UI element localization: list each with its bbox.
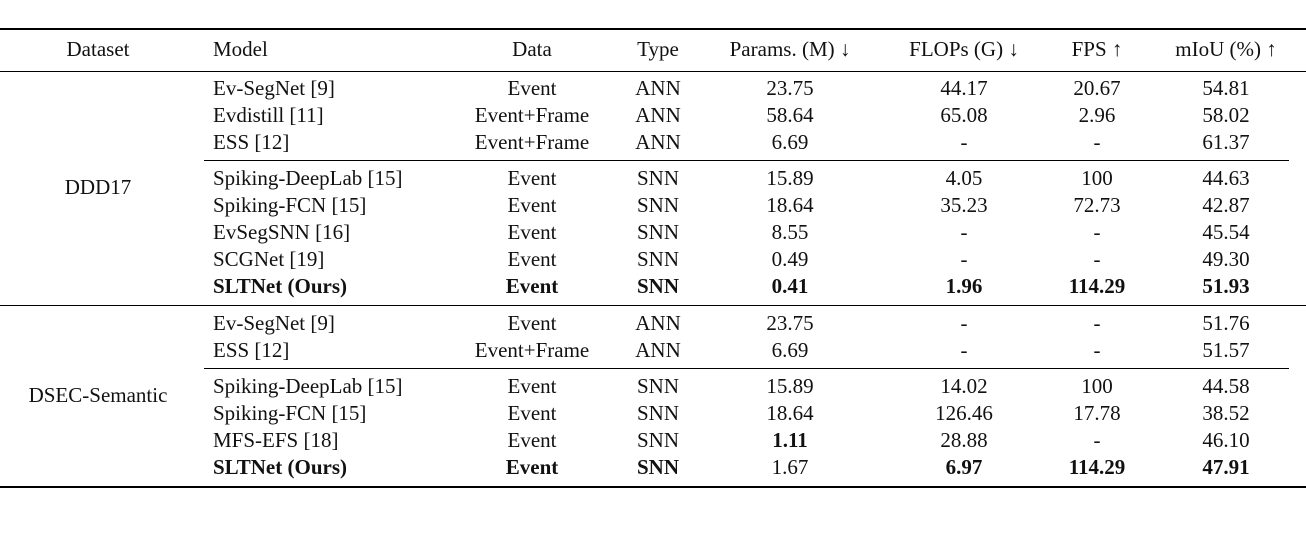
cell-model: EvSegSNN [16] [213,220,351,244]
cell-type: SNN [636,247,680,271]
cell-fps: 2.96 [1078,103,1116,127]
cell-model: Spiking-FCN [15] [213,401,367,425]
table-row [0,192,1306,219]
cell-model: Ev-SegNet [9] [213,76,335,100]
cell-params: 6.69 [771,338,809,362]
cell-data: Event [505,274,559,298]
cell-flops: - [960,130,968,154]
cell-fps: - [1093,247,1101,271]
cell-data: Event [507,166,557,190]
cell-data: Event [507,193,557,217]
cell-data: Event [507,311,557,335]
cell-params: 23.75 [766,311,814,335]
cell-miou: 51.93 [1202,274,1250,298]
cell-miou: 47.91 [1202,455,1250,479]
cell-fps: 114.29 [1068,455,1126,479]
cell-flops: 4.05 [945,166,983,190]
cell-flops: 28.88 [940,428,988,452]
table-row [0,75,1306,102]
cell-type: ANN [635,130,681,154]
table-row [0,454,1306,481]
cell-params: 0.49 [771,247,809,271]
cell-fps: - [1093,220,1101,244]
cell-flops: 6.97 [945,455,983,479]
cell-fps: 20.67 [1073,76,1121,100]
cell-fps: - [1093,311,1101,335]
table-row [0,219,1306,246]
cell-miou: 44.58 [1202,374,1250,398]
table-row [0,373,1306,400]
cell-params: 6.69 [771,130,809,154]
cell-model: ESS [12] [213,130,290,154]
cell-params: 58.64 [766,103,814,127]
cell-fps: - [1093,428,1101,452]
cell-miou: 49.30 [1202,247,1250,271]
header-rule [0,71,1306,72]
cell-fps: 17.78 [1073,401,1121,425]
cell-miou: 58.02 [1202,103,1250,127]
cell-type: SNN [636,220,680,244]
cell-flops: - [960,220,968,244]
cell-params: 15.89 [766,374,814,398]
column-header: Data [512,37,552,61]
dataset-label: DSEC-Semantic [28,383,168,407]
cell-fps: 72.73 [1073,193,1121,217]
column-header: Dataset [66,37,130,61]
block-divider [204,160,1289,161]
cell-flops: 65.08 [940,103,988,127]
cell-miou: 44.63 [1202,166,1250,190]
cell-model: Spiking-DeepLab [15] [213,374,403,398]
column-header: Model [213,37,268,61]
cell-params: 8.55 [771,220,809,244]
cell-model: SCGNet [19] [213,247,325,271]
block-divider [204,368,1289,369]
column-header: Type [637,37,679,61]
cell-model: MFS-EFS [18] [213,428,339,452]
dataset-label: DDD17 [64,175,132,199]
cell-flops: 1.96 [945,274,983,298]
cell-model: Spiking-FCN [15] [213,193,367,217]
table-row [0,246,1306,273]
column-header: Params. (M) ↓ [729,37,851,61]
table-row [0,337,1306,364]
column-header: FPS ↑ [1071,37,1123,61]
cell-type: SNN [636,193,680,217]
cell-flops: 44.17 [940,76,988,100]
header-row [0,36,1306,63]
cell-type: ANN [635,338,681,362]
column-header: mIoU (%) ↑ [1175,37,1277,61]
cell-params: 0.41 [771,274,809,298]
cell-model: SLTNet (Ours) [213,455,347,479]
cell-params: 1.11 [772,428,808,452]
cell-fps: 100 [1081,166,1113,190]
cell-params: 18.64 [766,193,814,217]
cell-flops: - [960,338,968,362]
cell-miou: 46.10 [1202,428,1250,452]
cell-fps: - [1093,338,1101,362]
cell-fps: 114.29 [1068,274,1126,298]
table-row [0,102,1306,129]
top-rule [0,28,1306,30]
cell-params: 18.64 [766,401,814,425]
table-row [0,165,1306,192]
cell-flops: - [960,311,968,335]
cell-type: SNN [636,274,680,298]
cell-model: ESS [12] [213,338,290,362]
cell-data: Event+Frame [474,103,590,127]
cell-type: SNN [636,401,680,425]
cell-miou: 61.37 [1202,130,1250,154]
cell-type: ANN [635,103,681,127]
table-row [0,310,1306,337]
cell-type: SNN [636,428,680,452]
table-row [0,273,1306,300]
cell-data: Event [507,76,557,100]
cell-model: Spiking-DeepLab [15] [213,166,403,190]
cell-type: ANN [635,76,681,100]
cell-params: 15.89 [766,166,814,190]
cell-data: Event [507,247,557,271]
cell-miou: 54.81 [1202,76,1250,100]
cell-data: Event+Frame [474,130,590,154]
cell-miou: 38.52 [1202,401,1250,425]
column-header: FLOPs (G) ↓ [909,37,1019,61]
cell-fps: 100 [1081,374,1113,398]
cell-type: SNN [636,166,680,190]
cell-data: Event [507,374,557,398]
cell-miou: 42.87 [1202,193,1250,217]
table-row [0,129,1306,156]
cell-fps: - [1093,130,1101,154]
table-row [0,400,1306,427]
table-row [0,427,1306,454]
cell-data: Event [507,428,557,452]
cell-params: 23.75 [766,76,814,100]
cell-miou: 45.54 [1202,220,1250,244]
bottom-rule [0,486,1306,488]
cell-data: Event [505,455,559,479]
cell-miou: 51.76 [1202,311,1250,335]
cell-type: SNN [636,455,680,479]
cell-model: Ev-SegNet [9] [213,311,335,335]
cell-type: ANN [635,311,681,335]
cell-flops: 14.02 [940,374,988,398]
cell-model: Evdistill [11] [213,103,324,127]
cell-flops: - [960,247,968,271]
cell-data: Event [507,401,557,425]
cell-params: 1.67 [771,455,809,479]
cell-data: Event+Frame [474,338,590,362]
group-rule [0,305,1306,306]
cell-miou: 51.57 [1202,338,1250,362]
cell-flops: 126.46 [935,401,993,425]
cell-flops: 35.23 [940,193,988,217]
cell-model: SLTNet (Ours) [213,274,347,298]
cell-data: Event [507,220,557,244]
cell-type: SNN [636,374,680,398]
